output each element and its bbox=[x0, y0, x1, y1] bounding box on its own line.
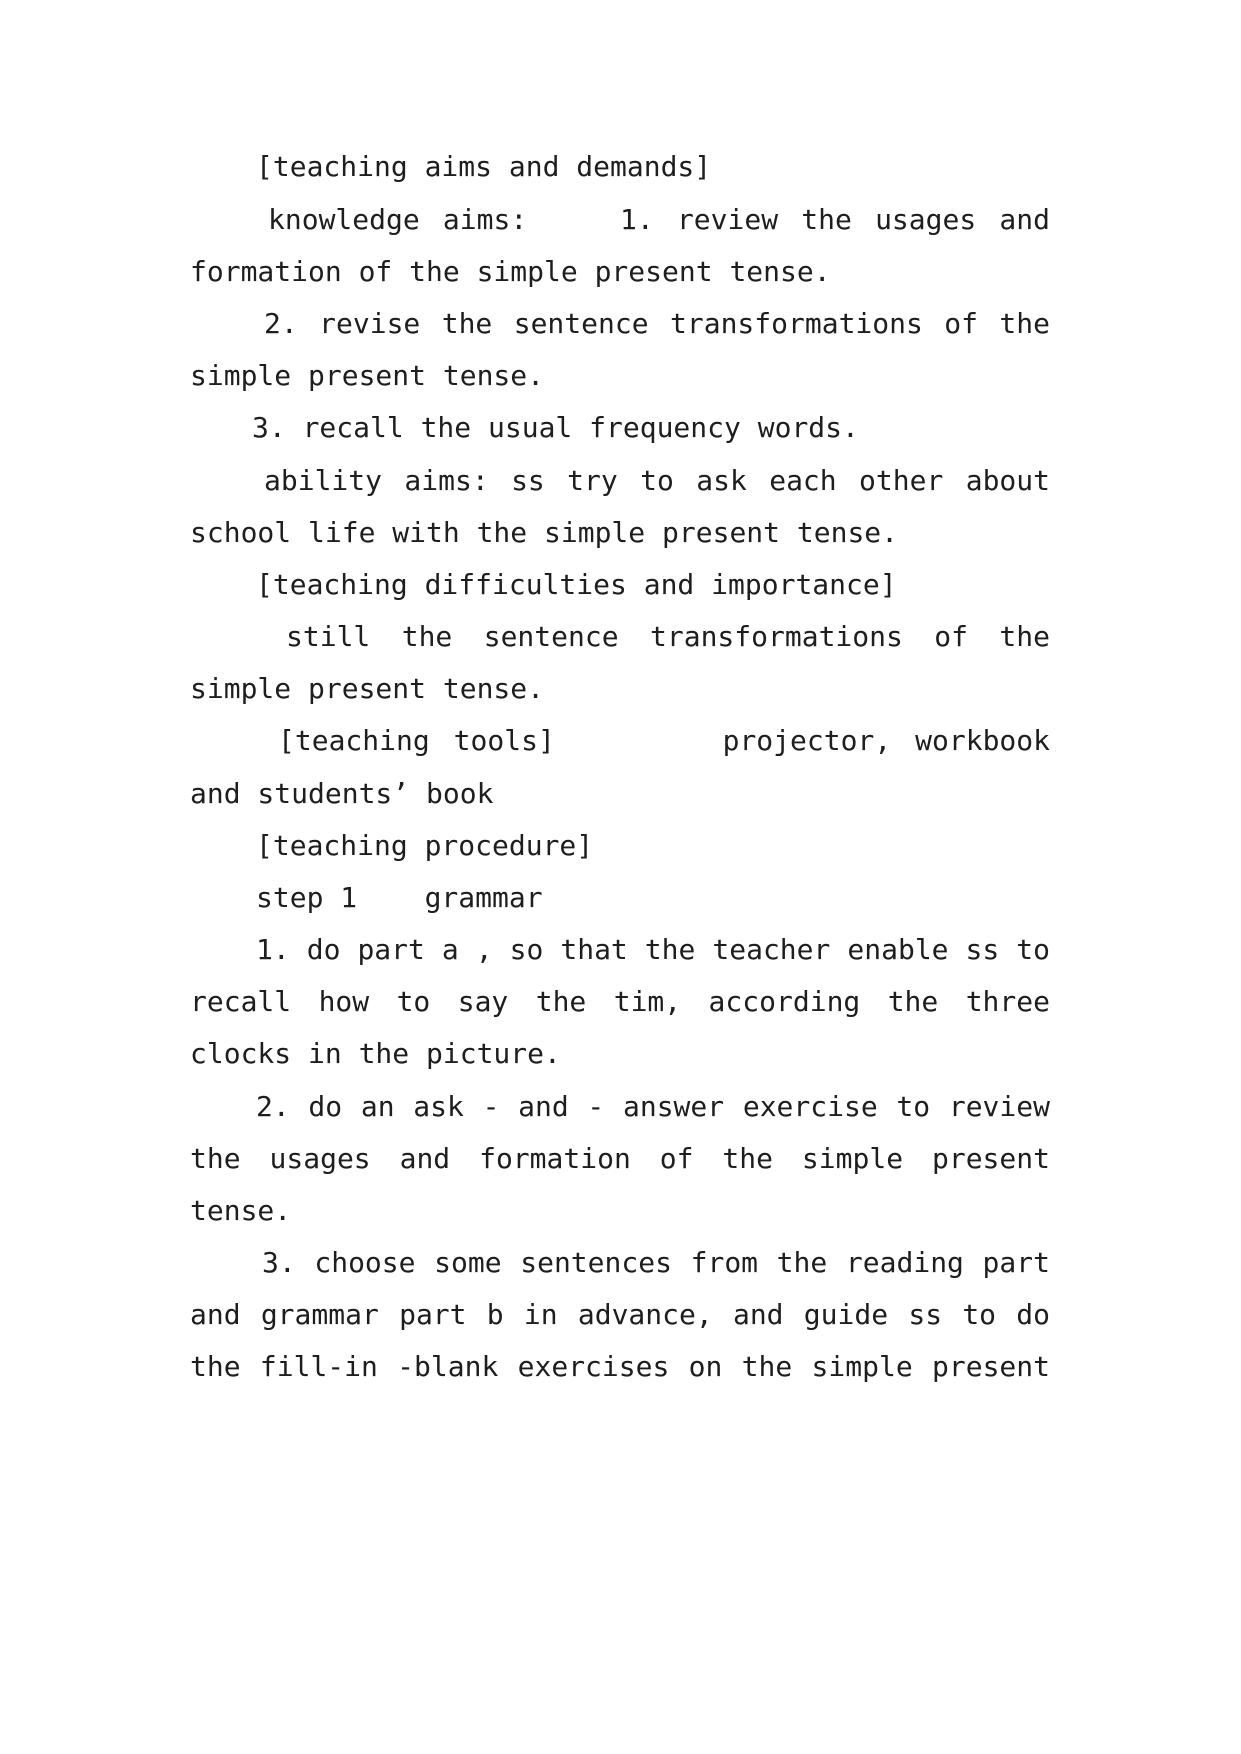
paragraph-line: and grammar part b in advance, and guide ss to do bbox=[190, 1298, 1050, 1331]
paragraph-line: 3. recall the usual frequency words. bbox=[252, 411, 859, 444]
paragraph-line: 2. revise the sentence transformations of the bbox=[264, 307, 1050, 340]
step-heading: step 1 grammar bbox=[256, 881, 543, 914]
paragraph-line: tense. bbox=[190, 1194, 292, 1227]
section-heading-aims: [teaching aims and demands] bbox=[256, 150, 712, 183]
paragraph-line: 1. do part a , so that the teacher enable ss to bbox=[256, 933, 1050, 966]
section-heading-procedure: [teaching procedure] bbox=[256, 829, 594, 862]
paragraph-line: knowledge aims: 1. review the usages and bbox=[268, 203, 1050, 236]
paragraph-line: clocks in the picture. bbox=[190, 1037, 561, 1070]
paragraph-line: simple present tense. bbox=[190, 359, 545, 392]
paragraph-line: and students’ book bbox=[190, 777, 494, 810]
paragraph-line: 3. choose some sentences from the reading part bbox=[262, 1246, 1050, 1279]
paragraph-line: school life with the simple present tense. bbox=[190, 516, 899, 549]
paragraph-line: ability aims: ss try to ask each other about bbox=[264, 464, 1050, 497]
paragraph-line: recall how to say the tim, according the three bbox=[190, 985, 1050, 1018]
paragraph-line: still the sentence transformations of the bbox=[286, 620, 1050, 653]
section-heading-tools: [teaching tools] projector, workbook bbox=[278, 724, 1050, 757]
section-heading-difficulties: [teaching difficulties and importance] bbox=[256, 568, 897, 601]
paragraph-line: the fill-in -blank exercises on the simple present bbox=[190, 1350, 1050, 1383]
paragraph-line: simple present tense. bbox=[190, 672, 545, 705]
paragraph-line: the usages and formation of the simple present bbox=[190, 1142, 1050, 1175]
paragraph-line: formation of the simple present tense. bbox=[190, 255, 831, 288]
paragraph-line: 2. do an ask - and - answer exercise to review bbox=[256, 1090, 1050, 1123]
